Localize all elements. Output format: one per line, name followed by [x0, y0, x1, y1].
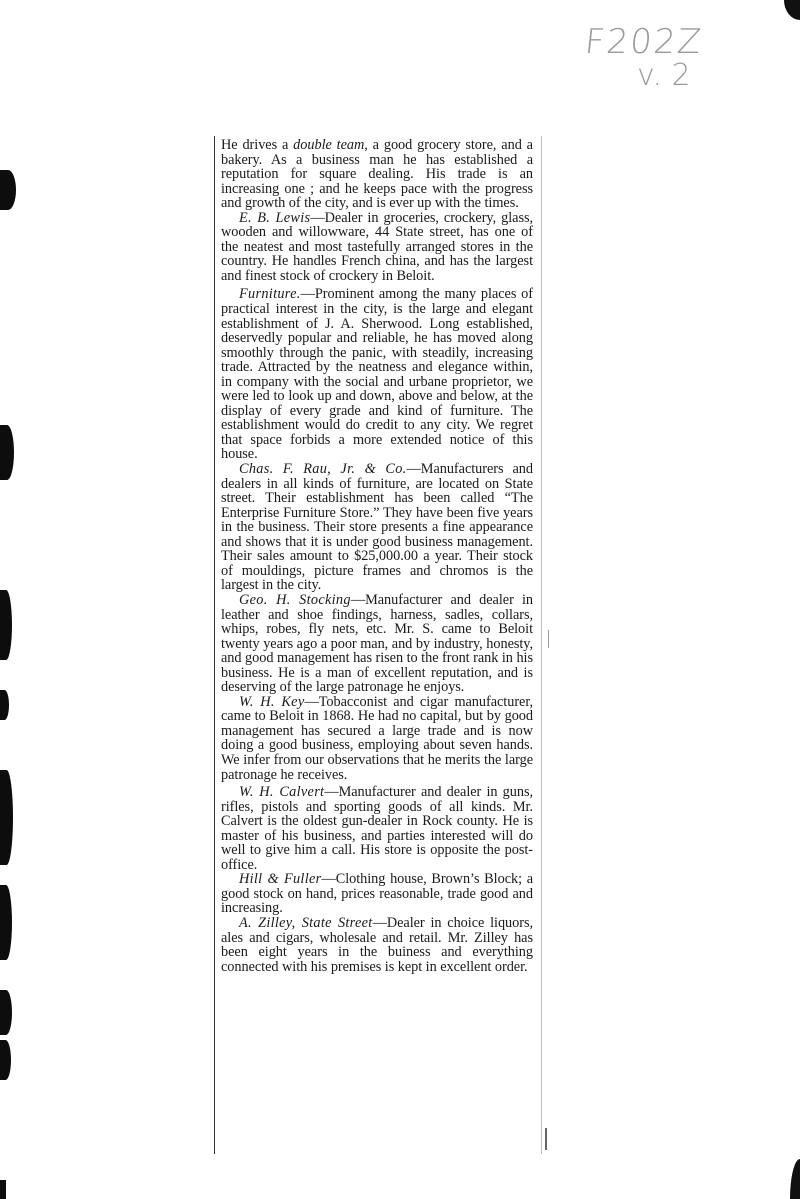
binding-shadow — [0, 885, 12, 960]
business-name: W. H. Key — [239, 693, 305, 710]
binding-shadow — [0, 170, 16, 210]
handwritten-volume: v. 2 — [637, 58, 691, 93]
paragraph-lewis — [221, 211, 533, 284]
paragraph-text: —Dealer in choice liquors, ales and cigars, wholesale and retail. Mr. Zilley has been eight years in the buiness and everything connected with his premises is kept in excellent order. — [221, 914, 533, 975]
stray-mark — [545, 1128, 547, 1150]
paragraph-text: He drives a — [221, 137, 294, 153]
binding-shadow — [0, 690, 9, 720]
paragraph-stocking — [221, 593, 533, 695]
business-name: Furniture. — [239, 286, 301, 303]
paragraph-text: —Manufacturer and dealer in guns, rifles, pistols and sporting goods of all kinds. Mr. Calvert is the oldest gun-dealer in Rock county. He is master of his business, and parties interested will do well to give him a call. His store is opposite the post-office. — [221, 784, 533, 873]
business-name: A. Zilley, State Street — [239, 914, 373, 931]
business-name: Chas. F. Rau, Jr. & Co. — [239, 461, 407, 478]
paragraph-text: —Clothing house, Brown’s Block; a good stock on hand, prices reasonable, trade good and increasing. — [221, 871, 533, 917]
business-name: W. H. Calvert — [239, 784, 325, 801]
business-name: Hill & Fuller — [239, 871, 322, 888]
paragraph-text: —Prominent among the many places of practical interest in the city, is the large and elegant establishment of J. A. Sherwood. Long established, deservedly popular and reliable, he has moved along smoothly through the panic, with steadily, increasing trade. Attracted by the neatness and elegance within, in company with the social and urbane proprietor, we were led to look up and down, above and below, at the display of every grade and kind of furniture. The establishment would do credit to any city. We regret that space forbids a more extended notice of this house. — [221, 286, 533, 463]
paragraph-calvert — [221, 785, 533, 872]
paragraph-text: —Tobacconist and cigar manufacturer, came to Beloit in 1868. He had no capital, but by good management has secured a large trade and is now doing a good business, employing about seven hands. We infer from our observations that he merits the large patronage he receives. — [221, 693, 533, 783]
paragraph-text: —Dealer in groceries, crockery, glass, wooden and willowware, 44 State street, has one of the neatest and most tastefully arranged stores in the country. He handles French china, and has the largest and finest stock of crockery in Beloit. — [221, 209, 533, 284]
binding-shadow — [0, 1180, 6, 1199]
paragraph-hill-fuller — [221, 872, 533, 916]
paragraph-rau — [221, 462, 533, 593]
page-corner — [784, 0, 800, 20]
binding-shadow — [0, 990, 12, 1035]
paragraph-intro — [221, 138, 533, 211]
binding-shadow — [0, 1040, 11, 1080]
binding-shadow — [0, 770, 13, 865]
business-name: E. B. Lewis — [239, 209, 311, 226]
page-corner — [790, 1159, 800, 1199]
paragraph-zilley — [221, 916, 533, 974]
paragraph-key — [221, 695, 533, 782]
paragraph-furniture — [221, 287, 533, 462]
newspaper-clipping — [214, 136, 542, 1154]
handwritten-call-number: F202Z — [582, 22, 705, 62]
paragraph-text: —Manufacturer and dealer in leather and shoe findings, harness, sadles, collars, whips, robes, fly nets, etc. Mr. S. came to Beloit twenty years ago a poor man, and by industry, honesty, and good management has risen to the front rank in his business. He is a man of excellent reputation, and is deserving of the large patronage he enjoys. — [221, 591, 533, 696]
paragraph-text: —Manufacturers and dealers in all kinds of furniture, are located on State street. Their establishment has been called “The Enterprise Furniture Store.” They have been five years in the business. Their store presents a fine appearance and shows that it is under good business management. Their sales amount to $25,000.00 a year. Their stock of mouldings, picture frames and chromos is the largest in the city. — [221, 461, 533, 594]
paragraph-text: , a good grocery store, and a bakery. As a business man he has established a reputation for square dealing. His trade is an increasing one ; and he keeps pace with the progress and growth of the city, and is ever up with the times. — [221, 137, 533, 212]
italic-phrase: double team — [293, 137, 365, 153]
binding-shadow — [0, 590, 12, 660]
business-name: Geo. H. Stocking — [239, 591, 351, 608]
binding-shadow — [0, 425, 14, 480]
stray-mark — [548, 630, 549, 648]
